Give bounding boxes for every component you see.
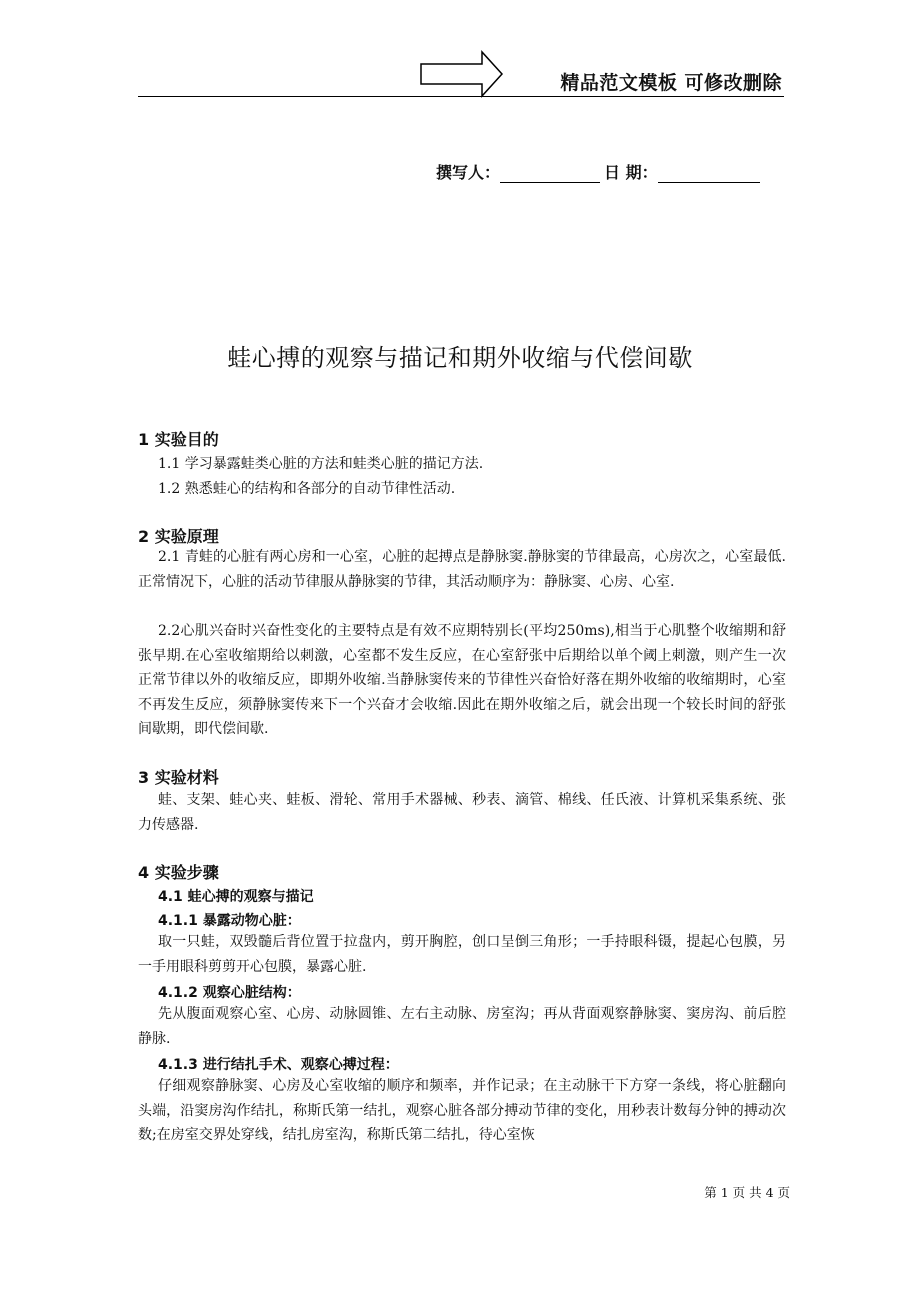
section-3-heading: 3 实验材料 [138, 768, 219, 787]
section-2-para-2: 2.2心肌兴奋时兴奋性变化的主要特点是有效不应期特别长(平均250ms),相当于心肌整个收缩期和舒张早期.在心室收缩期给以刺激，心室都不发生反应，在心室舒张中后期给以单个阈上刺激，则产生一次正常节律以外的收缩反应，即期外收缩.当静脉窦传来的节律性兴奋恰好落在期外收缩的收缩期时，心室不再发生反应，须静脉窦传来下一个兴奋才会收缩.因此在期外收缩之后，就会出现一个较长时间的舒张间歇期，即代偿间歇. [138, 623, 786, 737]
author-blank [500, 164, 600, 183]
subsection-4-1-3-para: 仔细观察静脉窦、心房及心室收缩的顺序和频率，并作记录；在主动脉干下方穿一条线，将心脏翻向头端，沿窦房沟作结扎，称斯氏第一结扎，观察心脏各部分搏动节律的变化，用秒表计数每分钟的搏动次数;在房室交界处穿线，结扎房室沟，称斯氏第二结扎，待心室恢 [138, 1078, 786, 1143]
subsection-4-1: 4.1 蛙心搏的观察与描记 [158, 889, 314, 905]
header-banner: 精品范文模板 可修改删除 [560, 72, 782, 94]
author-label: 撰写人： [436, 163, 501, 182]
date-blank [658, 164, 760, 183]
subsection-4-1-3: 4.1.3 进行结扎手术、观察心搏过程： [158, 1057, 399, 1073]
section-3-para: 蛙、支架、蛙心夹、蛙板、滑轮、常用手术器械、秒表、滴管、棉线、任氏液、计算机采集系统、张力传感器. [138, 792, 786, 833]
section-1-heading: 1 实验目的 [138, 430, 219, 449]
subsection-4-1-1: 4.1.1 暴露动物心脏： [158, 913, 301, 929]
document-title: 蛙心搏的观察与描记和期外收缩与代偿间歇 [227, 344, 693, 372]
section-1-item-1: 1.1 学习暴露蛙类心脏的方法和蛙类心脏的描记方法. [158, 456, 484, 472]
header-rule [138, 96, 784, 97]
date-label: 日 期： [604, 163, 658, 182]
section-2-para-1: 2.1 青蛙的心脏有两心房和一心室，心脏的起搏点是静脉窦.静脉窦的节律最高，心房次之，心室最低.正常情况下，心脏的活动节律服从静脉窦的节律，其活动顺序为：静脉窦、心房、心室. [138, 549, 786, 590]
author-date-line [436, 160, 760, 183]
subsection-4-1-2-para: 先从腹面观察心室、心房、动脉圆锥、左右主动脉、房室沟；再从背面观察静脉窦、窦房沟、前后腔静脉. [138, 1006, 786, 1047]
section-4-heading: 4 实验步骤 [138, 863, 219, 882]
section-2-heading: 2 实验原理 [138, 527, 219, 546]
arrow-icon [420, 50, 504, 98]
subsection-4-1-2: 4.1.2 观察心脏结构： [158, 985, 301, 1001]
section-1-item-2: 1.2 熟悉蛙心的结构和各部分的自动节律性活动. [158, 481, 456, 497]
page-number: 第 1 页 共 4 页 [704, 1185, 790, 1200]
subsection-4-1-1-para: 取一只蛙，双毁髓后背位置于拉盘内，剪开胸腔，创口呈倒三角形；一手持眼科镊，提起心包膜，另一手用眼科剪剪开心包膜，暴露心脏. [138, 934, 786, 975]
